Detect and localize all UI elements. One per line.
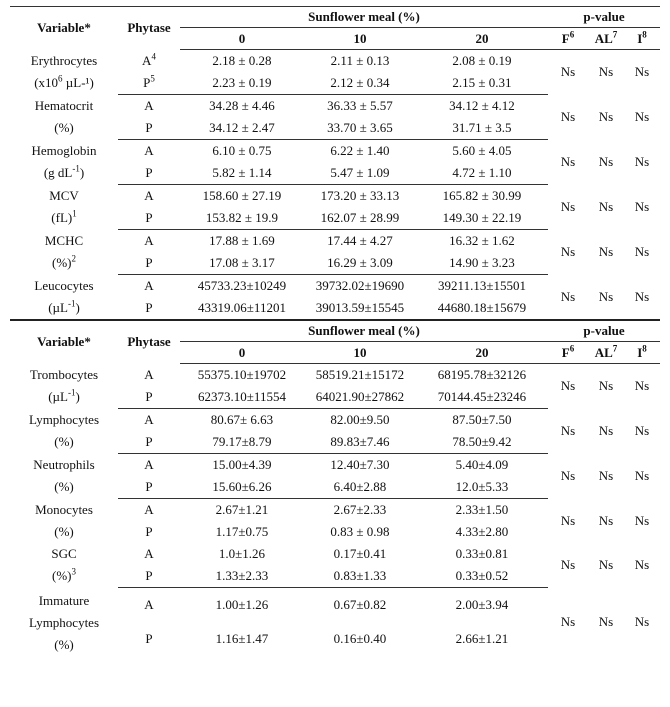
value-a20: 5.40±4.09 xyxy=(455,457,509,472)
phytase-a-label: A xyxy=(144,366,154,382)
variable-label: Leucocytes xyxy=(34,277,94,293)
pvalue-i: Ns xyxy=(634,512,650,528)
variable-name xyxy=(10,275,118,321)
value-a10: 2.11 ± 0.13 xyxy=(330,53,390,68)
value-a0: 6.10 ± 0.75 xyxy=(212,143,272,158)
phytase-p-label: P xyxy=(145,434,153,449)
value-p20: 4.33±2.80 xyxy=(455,524,509,539)
value-a20: 16.32 ± 1.62 xyxy=(449,233,515,248)
header-sunflower-meal: Sunflower meal (%) xyxy=(180,7,548,28)
value-p0: 1.33±2.33 xyxy=(180,565,304,588)
phytase-p-label: P xyxy=(143,75,151,90)
value-a20: 68195.78±32126 xyxy=(437,367,527,382)
table-row xyxy=(10,95,660,118)
phytase-p-label: P xyxy=(145,120,153,135)
phytase-a xyxy=(118,50,180,73)
pvalue-f: Ns xyxy=(560,109,576,124)
variable-unit: (g dL xyxy=(43,165,73,180)
value-a10: 0.67±0.82 xyxy=(333,596,387,612)
value-p20: 2.66±1.21 xyxy=(455,630,509,646)
phytase-p xyxy=(118,207,180,230)
pvalue-f: Ns xyxy=(560,613,576,629)
value-a20: 2.08 ± 0.19 xyxy=(452,53,512,68)
header-level-10: 10 xyxy=(304,28,416,50)
pvalue-i: Ns xyxy=(634,468,650,483)
header-al-sup: 7 xyxy=(612,343,618,354)
phytase-a-label: A xyxy=(144,98,154,113)
pvalue-al: Ns xyxy=(598,154,614,169)
pvalue-i: Ns xyxy=(634,244,650,259)
value-p0: 1.16±1.47 xyxy=(215,630,269,646)
value-a10: 6.22 ± 1.40 xyxy=(330,143,390,158)
value-p0: 62373.10±11554 xyxy=(180,386,304,409)
phytase-p xyxy=(118,476,180,499)
header-al-sup: 7 xyxy=(612,29,618,40)
variable-unit: (µL xyxy=(48,389,68,404)
variable-unit: (µL xyxy=(48,299,68,315)
value-p0: 2.23 ± 0.19 xyxy=(180,72,304,95)
pvalue-al: Ns xyxy=(598,512,614,528)
value-p0: 5.82 ± 1.14 xyxy=(180,162,304,185)
variable-label: MCV xyxy=(49,188,79,203)
header-level-0: 0 xyxy=(180,342,304,364)
phytase-a-label: A xyxy=(144,546,154,561)
pvalue-i: Ns xyxy=(634,423,650,438)
phytase-p-label: P xyxy=(145,165,153,180)
hematology-table-container xyxy=(10,6,660,656)
table-row xyxy=(10,140,660,163)
value-p10: 39013.59±15545 xyxy=(315,300,405,315)
pvalue-al: Ns xyxy=(598,288,614,304)
value-p20: 12.0±5.33 xyxy=(416,476,548,499)
variable-label: Lymphocytes xyxy=(28,412,100,427)
value-a20: 0.33±0.81 xyxy=(455,546,509,561)
pvalue-f: Ns xyxy=(560,557,576,573)
variable-label: SGC xyxy=(51,546,77,562)
value-a20: 165.82 ± 30.99 xyxy=(442,188,522,203)
header-level-0: 0 xyxy=(180,28,304,50)
value-p20: 2.15 ± 0.31 xyxy=(416,72,548,95)
variable-name xyxy=(10,364,118,409)
pvalue-f: Ns xyxy=(560,199,576,214)
value-p20: 149.30 ± 22.19 xyxy=(416,207,548,230)
pvalue-al: Ns xyxy=(598,378,614,394)
header-f-label: F xyxy=(561,344,570,360)
phytase-p-label: P xyxy=(145,300,153,315)
header-f xyxy=(548,28,588,50)
value-p0: 1.17±0.75 xyxy=(215,524,269,539)
value-a10: 0.17±0.41 xyxy=(333,546,387,561)
phytase-p-label: P xyxy=(145,255,153,270)
header-f xyxy=(548,342,588,364)
header-phytase: Phytase xyxy=(118,7,180,50)
phytase-a xyxy=(118,409,180,432)
value-p10: 89.83±7.46 xyxy=(304,431,416,454)
value-a10: 39732.02±19690 xyxy=(315,278,405,293)
variable-label: Erythrocytes xyxy=(30,53,98,68)
phytase-a xyxy=(118,140,180,163)
variable-unit: (%) xyxy=(54,434,74,449)
value-a10: 173.20 ± 33.13 xyxy=(320,188,400,203)
variable-name xyxy=(10,454,118,499)
pvalue-i: Ns xyxy=(634,199,650,214)
header-i xyxy=(624,28,660,50)
phytase-p-label: P xyxy=(145,568,153,583)
phytase-p xyxy=(118,565,180,588)
variable-name xyxy=(10,499,118,544)
variable-name xyxy=(10,185,118,230)
header-al-label: AL xyxy=(594,344,613,360)
table-row xyxy=(10,50,660,73)
value-a20: 2.00±3.94 xyxy=(455,596,509,612)
value-p10: 2.12 ± 0.34 xyxy=(304,72,416,95)
phytase-p xyxy=(118,386,180,409)
value-p10: 5.47 ± 1.09 xyxy=(304,162,416,185)
pvalue-i: Ns xyxy=(634,613,650,629)
header-i-sup: 8 xyxy=(642,29,647,40)
pvalue-i: Ns xyxy=(634,378,650,394)
phytase-p-label: P xyxy=(145,630,153,646)
header-p-value: p-value xyxy=(548,7,660,28)
value-a10: 12.40±7.30 xyxy=(330,457,390,472)
value-p20: 31.71 ± 3.5 xyxy=(416,117,548,140)
phytase-p-label: P xyxy=(145,389,153,404)
value-a0: 45733.23±10249 xyxy=(197,278,287,293)
value-a0: 34.28 ± 4.46 xyxy=(209,98,275,113)
header-row-1 xyxy=(10,320,660,342)
value-a10: 58519.21±15172 xyxy=(315,367,405,382)
phytase-a-label: A xyxy=(142,52,152,68)
header-i-sup: 8 xyxy=(642,343,647,354)
phytase-p xyxy=(118,521,180,543)
pvalue-f: Ns xyxy=(560,288,576,304)
variable-name xyxy=(10,543,118,588)
value-a0: 2.18 ± 0.28 xyxy=(212,53,272,68)
header-al xyxy=(588,28,624,50)
pvalue-i: Ns xyxy=(634,154,650,169)
pvalue-f: Ns xyxy=(560,468,576,483)
phytase-a xyxy=(118,275,180,298)
phytase-a-label: A xyxy=(144,412,154,427)
pvalue-al: Ns xyxy=(598,423,614,438)
header-p-value: p-value xyxy=(548,320,660,342)
header-al xyxy=(588,342,624,364)
variable-line-2: Lymphocytes xyxy=(28,614,100,630)
variable-name xyxy=(10,140,118,185)
variable-label: Neutrophils xyxy=(33,457,95,472)
table-row xyxy=(10,543,660,565)
variable-label: Hematocrit xyxy=(34,98,94,113)
pvalue-i: Ns xyxy=(634,288,650,304)
pvalue-f: Ns xyxy=(560,378,576,394)
phytase-p-label: P xyxy=(145,479,153,494)
header-row-1 xyxy=(10,7,660,28)
value-p0: 153.82 ± 19.9 xyxy=(180,207,304,230)
value-a20: 34.12 ± 4.12 xyxy=(449,98,515,113)
value-a10: 17.44 ± 4.27 xyxy=(327,233,393,248)
header-f-label: F xyxy=(561,30,570,46)
phytase-p-label: P xyxy=(145,210,153,225)
variable-label: MCHC xyxy=(44,233,84,248)
phytase-a-label: A xyxy=(144,596,154,612)
variable-unit: (%) xyxy=(52,568,72,584)
variable-unit-tail: ) xyxy=(75,389,80,404)
header-level-20: 20 xyxy=(416,28,548,50)
value-a10: 2.67±2.33 xyxy=(333,502,387,517)
value-a0: 2.67±1.21 xyxy=(215,502,269,517)
phytase-p xyxy=(118,431,180,454)
value-p0: 17.08 ± 3.17 xyxy=(180,252,304,275)
pvalue-al: Ns xyxy=(598,199,614,214)
variable-unit: (x10 xyxy=(34,75,59,90)
pvalue-al: Ns xyxy=(598,613,614,629)
phytase-p-label: P xyxy=(145,524,153,539)
value-a0: 55375.10±19702 xyxy=(197,367,287,382)
table-row xyxy=(10,409,660,432)
pvalue-al: Ns xyxy=(598,64,614,80)
value-p0: 15.60±6.26 xyxy=(180,476,304,499)
value-p10: 16.29 ± 3.09 xyxy=(304,252,416,275)
header-variable: Variable* xyxy=(10,320,118,364)
variable-unit: (%) xyxy=(54,120,74,135)
value-a0: 17.88 ± 1.69 xyxy=(209,233,275,248)
variable-name xyxy=(10,588,118,656)
variable-label: Hemoglobin xyxy=(31,143,97,158)
pvalue-al: Ns xyxy=(598,109,614,124)
variable-unit-sup: 6 xyxy=(58,73,63,84)
table-row xyxy=(10,230,660,253)
header-level-20: 20 xyxy=(416,342,548,364)
value-a0: 15.00±4.39 xyxy=(212,457,272,472)
variable-unit: (fL) xyxy=(51,210,73,225)
phytase-a-label: A xyxy=(144,278,154,293)
phytase-p xyxy=(118,72,180,95)
value-p10: 0.16±0.40 xyxy=(333,630,387,646)
phytase-a xyxy=(118,499,180,522)
phytase-a-label: A xyxy=(144,143,154,158)
variable-name xyxy=(10,95,118,140)
variable-name xyxy=(10,50,118,95)
value-a0: 80.67± 6.63 xyxy=(210,412,274,427)
table-row xyxy=(10,364,660,387)
value-a10: 36.33 ± 5.57 xyxy=(327,98,393,113)
variable-name xyxy=(10,409,118,454)
value-a20: 39211.13±15501 xyxy=(438,278,526,293)
variable-label: Monocytes xyxy=(35,501,93,517)
phytase-a xyxy=(118,95,180,118)
header-variable: Variable* xyxy=(10,7,118,50)
value-p20: 70144.45±23246 xyxy=(416,386,548,409)
value-p10: 0.83 ± 0.98 xyxy=(330,524,390,539)
value-a0: 1.00±1.26 xyxy=(215,596,269,612)
phytase-a-label: A xyxy=(144,502,154,517)
value-p20: 4.72 ± 1.10 xyxy=(416,162,548,185)
pvalue-f: Ns xyxy=(560,154,576,169)
variable-unit: (%) xyxy=(52,255,72,270)
variable-unit-sup: -1 xyxy=(67,298,76,309)
phytase-a-sup: 4 xyxy=(151,51,156,62)
table-row xyxy=(10,275,660,298)
table-row xyxy=(10,588,660,622)
header-f-sup: 6 xyxy=(569,29,575,40)
variable-unit: (%) xyxy=(54,479,74,494)
value-p10: 33.70 ± 3.65 xyxy=(304,117,416,140)
phytase-p xyxy=(118,297,180,320)
variable-unit-sup: 1 xyxy=(72,208,77,219)
variable-label: Trombocytes xyxy=(29,367,99,382)
table-row xyxy=(10,454,660,477)
phytase-p xyxy=(118,117,180,140)
pvalue-al: Ns xyxy=(598,244,614,259)
phytase-a xyxy=(118,588,180,622)
phytase-a-label: A xyxy=(144,233,154,248)
value-a10: 82.00±9.50 xyxy=(330,412,390,427)
variable-unit-sup: -1 xyxy=(67,387,76,398)
variable-name xyxy=(10,230,118,275)
pvalue-al: Ns xyxy=(598,557,614,573)
value-p10: 0.83±1.33 xyxy=(304,565,416,588)
value-p20: 0.33±0.52 xyxy=(416,565,548,588)
variable-unit: (%) xyxy=(54,636,74,652)
pvalue-f: Ns xyxy=(560,64,576,80)
phytase-a xyxy=(118,185,180,208)
header-i xyxy=(624,342,660,364)
variable-unit-sup: -1 xyxy=(72,163,80,174)
phytase-p-sup: 5 xyxy=(150,73,155,84)
value-p20: 44680.18±15679 xyxy=(437,300,527,315)
value-p10: 64021.90±27862 xyxy=(304,386,416,409)
variable-unit-tail: µL-¹) xyxy=(62,75,94,90)
value-p20: 14.90 ± 3.23 xyxy=(416,252,548,275)
table-row xyxy=(10,185,660,208)
variable-unit: (%) xyxy=(54,523,74,539)
pvalue-i: Ns xyxy=(634,557,650,573)
phytase-a xyxy=(118,364,180,387)
header-i-label: I xyxy=(637,344,643,360)
phytase-a-label: A xyxy=(144,457,154,472)
phytase-a xyxy=(118,230,180,253)
phytase-p xyxy=(118,252,180,275)
value-a0: 158.60 ± 27.19 xyxy=(202,188,282,203)
header-sunflower-meal: Sunflower meal (%) xyxy=(180,320,548,342)
pvalue-al: Ns xyxy=(598,468,614,483)
header-phytase: Phytase xyxy=(118,320,180,364)
header-f-sup: 6 xyxy=(569,343,575,354)
variable-unit-tail: ) xyxy=(75,299,80,315)
phytase-p xyxy=(118,622,180,656)
header-i-label: I xyxy=(637,30,643,46)
phytase-a xyxy=(118,454,180,477)
phytase-a-label: A xyxy=(144,188,154,203)
table-row xyxy=(10,499,660,522)
value-a20: 2.33±1.50 xyxy=(455,502,509,517)
header-level-10: 10 xyxy=(304,342,416,364)
variable-unit-sup: 3 xyxy=(71,566,76,577)
variable-unit-tail: ) xyxy=(79,165,85,180)
value-p10: 162.07 ± 28.99 xyxy=(304,207,416,230)
variable-line-1: Immature xyxy=(38,592,90,608)
pvalue-f: Ns xyxy=(560,423,576,438)
value-a0: 1.0±1.26 xyxy=(218,546,266,561)
phytase-a xyxy=(118,543,180,565)
value-p0: 34.12 ± 2.47 xyxy=(180,117,304,140)
value-a20: 5.60 ± 4.05 xyxy=(452,143,512,158)
variable-unit-sup: 2 xyxy=(71,253,76,264)
value-p20: 78.50±9.42 xyxy=(416,431,548,454)
pvalue-f: Ns xyxy=(560,512,576,528)
value-p10: 6.40±2.88 xyxy=(304,476,416,499)
pvalue-f: Ns xyxy=(560,244,576,259)
value-p0: 79.17±8.79 xyxy=(180,431,304,454)
hematology-table xyxy=(10,6,660,656)
header-al-label: AL xyxy=(594,30,613,46)
pvalue-i: Ns xyxy=(634,64,650,80)
pvalue-i: Ns xyxy=(634,109,650,124)
value-a20: 87.50±7.50 xyxy=(452,412,512,427)
phytase-p xyxy=(118,162,180,185)
value-p0: 43319.06±11201 xyxy=(198,300,286,315)
